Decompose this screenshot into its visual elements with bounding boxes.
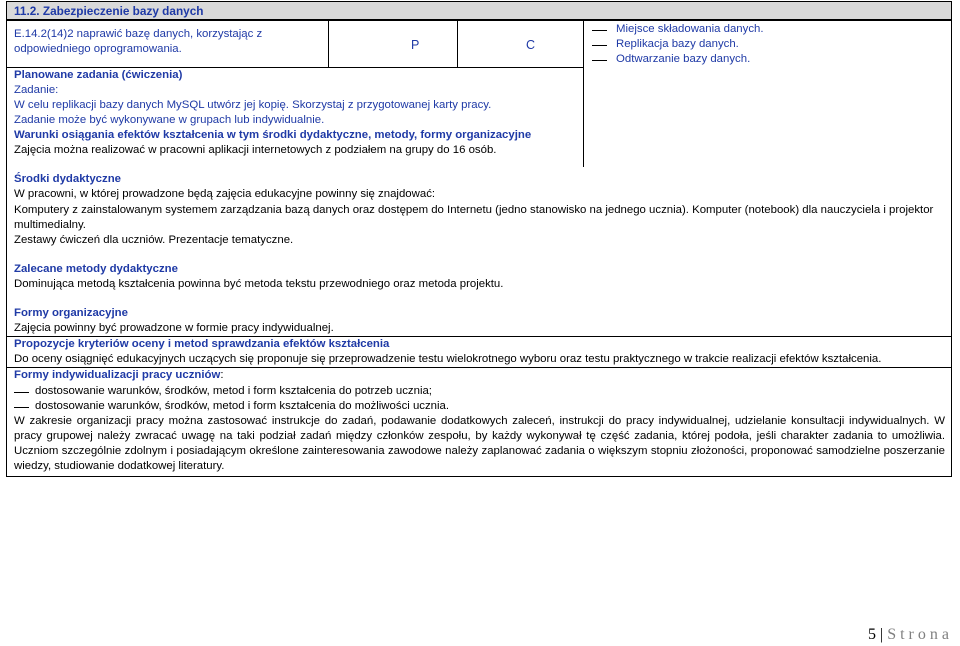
divider-c-content — [583, 20, 584, 67]
divider-outcome-p — [328, 20, 329, 67]
individualization-heading — [14, 368, 224, 383]
forms-text: Zajęcia powinny być prowadzone w formie pracy indywidualnej. — [14, 322, 334, 334]
page-number: 5 — [868, 626, 876, 643]
page-footer — [868, 628, 953, 643]
content-item: Miejsce składowania danych. — [616, 23, 764, 35]
column-p-label: P — [411, 38, 420, 52]
list-item-dash — [14, 407, 29, 408]
section-header — [6, 1, 952, 20]
group-note: Zadanie może być wykonywane w grupach lub indywidualnie. — [14, 114, 325, 126]
learning-outcome: E.14.2(14)2 naprawić bazę danych, korzystając z odpowiedniego oprogramowania. — [14, 28, 263, 55]
methods-heading: Zalecane metody dydaktyczne — [14, 263, 178, 275]
individualization-item: dostosowanie warunków, środków, metod i form kształcenia do możliwości ucznia. — [35, 400, 450, 412]
footer-page-word: Strona — [887, 626, 953, 643]
divider-content-column — [583, 67, 584, 167]
individualization-heading-text: Formy indywidualizacji pracy uczniów — [14, 369, 221, 381]
didactic-means-heading: Środki dydaktyczne — [14, 173, 121, 185]
didactic-means-line: multimedialny. — [14, 219, 86, 231]
didactic-means-line: W pracowni, w której prowadzone będą zajęcia edukacyjne powinny się znajdować: — [14, 188, 436, 200]
assessment-heading: Propozycje kryteriów oceny i metod sprawdzania efektów kształcenia — [14, 338, 390, 350]
content-item-dash — [592, 30, 607, 31]
forms-heading: Formy organizacyjne — [14, 307, 128, 319]
footer-separator: | — [880, 626, 884, 643]
assessment-text: Do oceny osiągnięć edukacyjnych uczących się proponuje się przeprowadzenie testu wielokrotnego wyboru oraz testu praktycznego w trakcie realizacji efektów kształcenia. — [14, 353, 882, 365]
content-item: Odtwarzanie bazy danych. — [616, 53, 751, 65]
divider-p-c — [457, 20, 458, 67]
content-item-dash — [592, 45, 607, 46]
conditions-text: Zajęcia można realizować w pracowni aplikacji internetowych z podziałem na grupy do 16 osób. — [14, 144, 497, 156]
methods-text: Dominująca metodą kształcenia powinna być metoda tekstu przewodniego oraz metoda projektu. — [14, 278, 504, 290]
task-label: Zadanie: — [14, 84, 59, 96]
didactic-means-line: Zestawy ćwiczeń dla uczniów. Prezentacje tematyczne. — [14, 234, 294, 246]
list-item-dash — [14, 392, 29, 393]
conditions-heading: Warunki osiągania efektów kształcenia w tym środki dydaktyczne, metody, formy organizacyjne — [14, 129, 532, 141]
individualization-item: dostosowanie warunków, środków, metod i form kształcenia do potrzeb ucznia; — [35, 385, 432, 397]
planned-tasks-heading: Planowane zadania (ćwiczenia) — [14, 69, 183, 81]
individualization-heading-colon: : — [220, 369, 224, 381]
section-title: 11.2. Zabezpieczenie bazy danych — [14, 4, 204, 18]
content-item: Replikacja bazy danych. — [616, 38, 739, 50]
didactic-means-line: Komputery z zainstalowanym systemem zarządzania bazą danych oraz dostępem do Internetu (jedno stanowisko na jednego ucznia). Komputer (notebook) dla nauczyciela i projektor — [14, 204, 934, 216]
content-item-dash — [592, 60, 607, 61]
column-c-label: C — [526, 38, 536, 52]
individualization-paragraph: W zakresie organizacji pracy można zastosować instrukcje do zadań, podawanie dodatkowych zaleceń, instrukcji do pracy indywidualnej, udzielanie konsultacji indywidualnych. W pracy grupowej należy zwracać uwagę na taki podział zadań między członków zespołu, by każdy wykonywał tę część zadania, której podoła, jeśli charakter zadania to umożliwia. Uczniom szczególnie zdolnym i posiadającym określone zainteresowania zawodowe należy zaplanować zadania o większym stopniu złożoności, proponować samodzielne poszerzanie wiedzy, studiowanie dodatkowej literatury. — [14, 415, 945, 472]
task-text: W celu replikacji bazy danych MySQL utwórz jej kopię. Skorzystaj z przygotowanej karty pracy. — [14, 99, 492, 111]
